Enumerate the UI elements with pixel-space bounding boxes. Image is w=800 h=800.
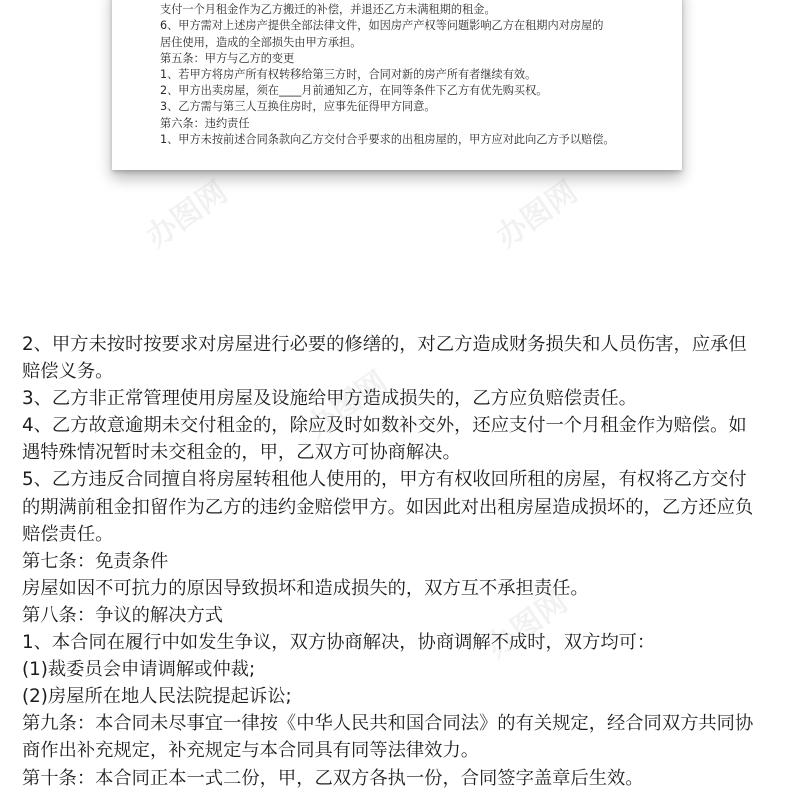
section-heading: 第十条：本合同正本一式二份，甲，乙双方各执一份，合同签字盖章后生效。 bbox=[22, 767, 644, 789]
watermark: 办图网 bbox=[300, 364, 394, 446]
body-line: 2、甲方未按时按要求对房屋进行必要的修缮的，对乙方造成财务损失和人员伤害，应承但 bbox=[22, 334, 747, 355]
card-line: 3、乙方需与第三人互换住房时，应事先征得甲方同意。 bbox=[160, 100, 436, 114]
card-line: 2、甲方出卖房屋，须在____月前通知乙方，在同等条件下乙方有优先购买权。 bbox=[160, 84, 548, 98]
contract-body bbox=[22, 331, 792, 792]
card-line: 1、甲方未按前述合同条款向乙方交付合乎要求的出租房屋的，甲方应对此向乙方予以赔偿。 bbox=[160, 132, 615, 146]
watermark: 办图网 bbox=[480, 584, 574, 666]
card-section-heading: 第五条：甲方与乙方的变更 bbox=[160, 51, 295, 65]
body-line: 5、乙方违反合同擅自将房屋转租他人使用的，甲方有权收回所租的房屋，有权将乙方交付 bbox=[22, 469, 747, 491]
body-line: (2)房屋所在地人民法院提起诉讼; bbox=[22, 686, 292, 708]
card-line: 支付一个月租金作为乙方搬迁的补偿，并退还乙方未满租期的租金。 bbox=[160, 3, 496, 17]
body-line: 赔偿义务。 bbox=[22, 361, 114, 383]
card-line: 1、若甲方将房产所有权转移给第三方时，合同对新的房产所有者继续有效。 bbox=[160, 67, 537, 81]
body-line: 3、乙方非正常管理使用房屋及设施给甲方造成损失的，乙方应负赔偿责任。 bbox=[22, 388, 637, 410]
section-heading: 第九条：本合同未尽事宜一律按《中华人民共和国合同法》的有关规定，经合同双方共同协 bbox=[22, 713, 754, 735]
body-line: 1、本合同在履行中如发生争议，双方协商解决，协商调解不成时，双方均可： bbox=[22, 632, 656, 654]
document-excerpt-card bbox=[112, 0, 682, 170]
card-line: 6、甲方需对上述房产提供全部法律文件，如因房产产权等问题影响乙方在租期内对房屋的 bbox=[160, 19, 604, 33]
body-line: 4、乙方故意逾期未交付租金的，除应及时如数补交外，还应支付一个月租金作为赔偿。如 bbox=[22, 415, 747, 437]
body-line: 房屋如因不可抗力的原因导致损坏和造成损失的，双方互不承担责任。 bbox=[22, 577, 589, 599]
body-line: 的期满前租金扣留作为乙方的违约金赔偿甲方。如因此对出租房屋造成损坏的，乙方还应负 bbox=[22, 496, 754, 518]
watermark: 办图网 bbox=[490, 174, 584, 256]
section-heading: 第八条：争议的解决方式 bbox=[22, 604, 224, 626]
body-line: (1)裁委员会申请调解或仲裁; bbox=[22, 659, 256, 681]
body-line: 赔偿责任。 bbox=[22, 523, 114, 545]
card-section-heading: 第六条：违约责任 bbox=[160, 116, 250, 130]
card-line: 居住使用，造成的全部损失由甲方承担。 bbox=[160, 35, 362, 49]
watermark: 办图网 bbox=[140, 174, 234, 256]
body-line: 遇特殊情况暂时未交租金的，甲，乙双方可协商解决。 bbox=[22, 442, 461, 464]
body-line: 商作出补充规定，补充规定与本合同具有同等法律效力。 bbox=[22, 740, 480, 762]
section-heading: 第七条：免责条件 bbox=[22, 550, 169, 572]
card-text-block bbox=[160, 0, 670, 148]
